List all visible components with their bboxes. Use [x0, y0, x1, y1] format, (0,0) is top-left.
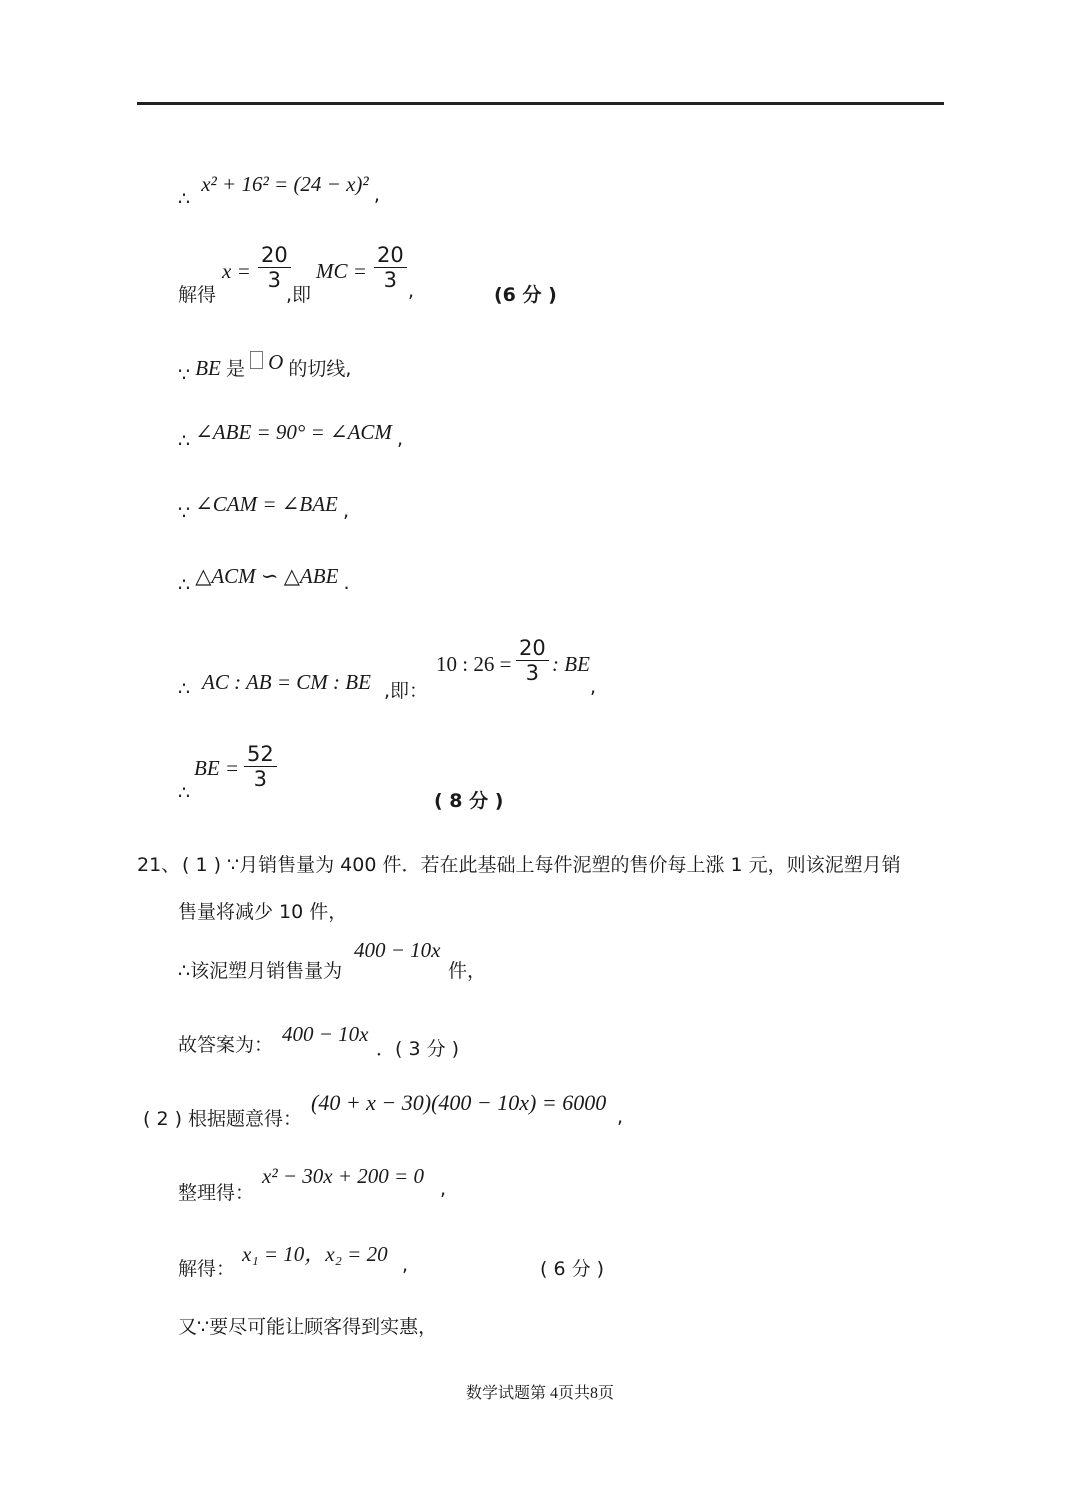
- x-denominator: 3: [258, 267, 291, 292]
- be-lhs: BE =: [194, 756, 240, 780]
- sales-expression: 400 − 10x: [354, 938, 441, 962]
- simplify-label: 整理得：: [178, 1182, 255, 1204]
- therefore-symbol: ∴: [178, 782, 191, 804]
- score-3: ．( 3 分 ): [376, 1038, 460, 1060]
- punctuation: .: [343, 572, 350, 594]
- answer-label: 故答案为：: [178, 1034, 274, 1056]
- because-symbol: ∵: [178, 502, 191, 524]
- part2-label: ( 2 ) 根据题意得：: [143, 1108, 303, 1130]
- q21-number: 21、: [137, 854, 181, 876]
- equation-4: ∠ABE = 90° = ∠ACM: [195, 420, 392, 444]
- be-fraction: [244, 742, 277, 791]
- punctuation: ,: [373, 184, 380, 206]
- score-6: (6 分 ): [494, 284, 557, 306]
- therefore-symbol: ∴: [178, 678, 191, 700]
- circle-placeholder-icon: [250, 351, 263, 369]
- q21-line-1: ( 1 ) ∵月销售量为 400 件．若在此基础上每件泥塑的售价每上涨 1 元，则该泥塑月销: [182, 854, 901, 876]
- mc-numerator: 20: [377, 243, 404, 267]
- equation-6: △ACM ∽ △ABE: [195, 564, 339, 588]
- sales-text: ∴该泥塑月销售量为: [178, 960, 343, 982]
- answer-expression: 400 − 10x: [282, 1022, 369, 1046]
- punctuation: ,: [397, 428, 404, 450]
- ratio-rhs: : BE: [552, 652, 590, 676]
- x-numerator: 20: [261, 243, 288, 267]
- solution-roots: x₁ = 10，x₂ = 20: [242, 1242, 388, 1266]
- simplify-equation: x² − 30x + 200 = 0: [262, 1164, 424, 1188]
- solve-label: 解得: [178, 284, 217, 306]
- tangent-text: 的切线,: [288, 358, 352, 380]
- ji-label: ,即: [286, 284, 312, 306]
- ratio-fraction: [516, 636, 549, 685]
- punctuation: ,: [440, 1178, 447, 1200]
- q21-line-2: 售量将减少 10 件，: [178, 901, 348, 923]
- ji-label: ,即：: [384, 680, 429, 702]
- line-4: [178, 420, 403, 452]
- q21-last-line: 又∵要尽可能让顾客得到实惠，: [178, 1316, 438, 1338]
- punctuation: ,: [617, 1106, 624, 1128]
- sales-unit: 件，: [448, 960, 487, 982]
- be-var: BE: [195, 356, 221, 380]
- top-rule: [137, 102, 944, 105]
- equation-5: ∠CAM = ∠BAE: [195, 492, 338, 516]
- mc-lhs: MC =: [316, 259, 367, 283]
- punctuation: ,: [590, 676, 597, 698]
- therefore-symbol: ∴: [178, 574, 191, 596]
- line-1: [178, 172, 380, 210]
- punctuation: ,: [408, 280, 415, 302]
- o-var: O: [268, 350, 284, 374]
- equation-1: x² + 16² = (24 − x)²: [201, 172, 369, 196]
- punctuation: ,: [402, 1254, 409, 1276]
- line-3: [178, 350, 351, 386]
- score-8: ( 8 分 ): [434, 790, 504, 812]
- because-symbol: ∵: [178, 364, 191, 386]
- equation-7: AC : AB = CM : BE: [202, 670, 371, 694]
- punctuation: ,: [342, 500, 350, 522]
- part2-equation: (40 + x − 30)(400 − 10x) = 6000: [311, 1090, 607, 1115]
- therefore-symbol: ∴: [178, 430, 191, 452]
- page-footer: 数学试题第 4页共8页: [465, 1385, 614, 1402]
- score-6: ( 6 分 ): [540, 1258, 605, 1280]
- ratio-numerator: 20: [519, 636, 546, 660]
- mc-fraction: [374, 243, 407, 292]
- therefore-symbol: ∴: [178, 188, 191, 210]
- x-lhs: x =: [222, 259, 251, 283]
- ratio-lhs: 10 : 26 =: [436, 652, 512, 676]
- ratio-denominator: 3: [516, 660, 549, 685]
- be-numerator: 52: [247, 742, 274, 766]
- solution-label: 解得：: [178, 1258, 236, 1280]
- mc-denominator: 3: [374, 267, 407, 292]
- line-6: [178, 564, 350, 596]
- shi-text: 是: [225, 358, 245, 380]
- be-denominator: 3: [244, 766, 277, 791]
- line-5: [178, 492, 349, 524]
